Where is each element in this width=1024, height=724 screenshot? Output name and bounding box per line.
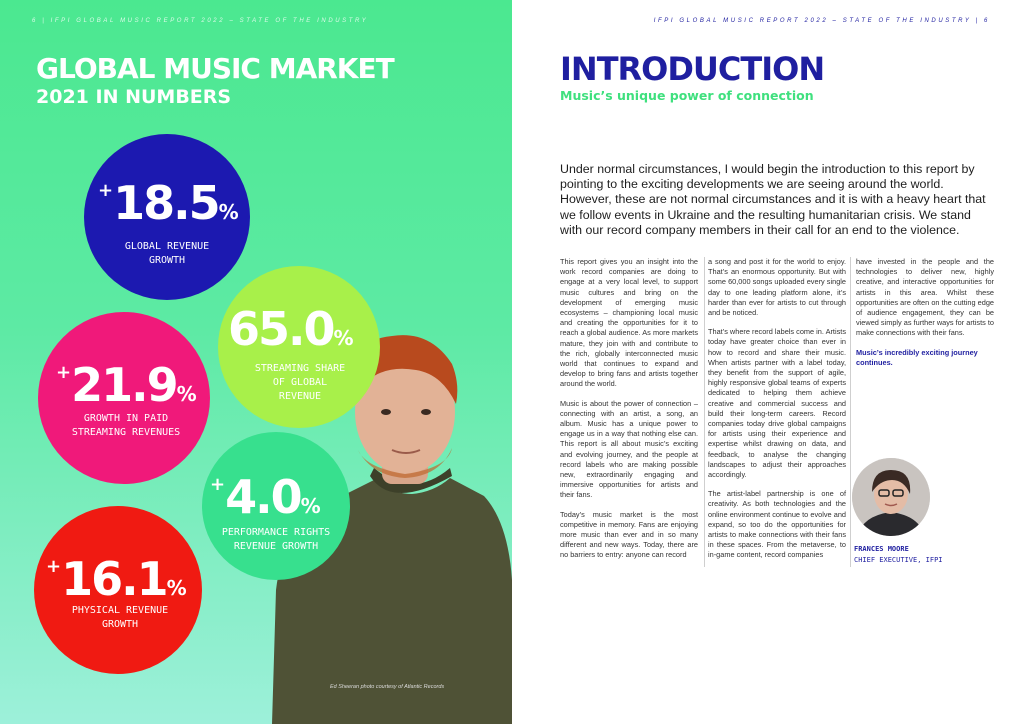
- signatory-name: FRANCES MOORE: [854, 545, 909, 553]
- paragraph: This report gives you an insight into the work record companies are doing to engage at a very local level, to support music cultures and bring on the development of emerging music ecosystems – championing local music and creating the opportunities for it to reach a global audience. As more markets mature, they join with and contribute to the rich, globally interconnected music world that continues to expand and develop to bring fans and artists together around the world.: [560, 257, 698, 389]
- body-column-3: [856, 257, 994, 377]
- page-title: GLOBAL MUSIC MARKET: [36, 52, 394, 85]
- running-head-left: 6 | IFPI GLOBAL MUSIC REPORT 2022 – STATE OF THE INDUSTRY: [32, 18, 369, 24]
- stat-value-performance-rights: +4.0%: [210, 470, 321, 524]
- stat-label-global-revenue: GLOBAL REVENUE GROWTH: [124, 241, 210, 266]
- lead-paragraph: Under normal circumstances, I would begin the introduction to this report by pointing to the exciting developments we are seeing around the world. However, these are not normal circumstances and it is with a heavy heart that we follow events in Ukraine and the resulting humanitarian crisis. We stand with our record company members in their call for an end to the violence.: [560, 162, 986, 237]
- paragraph: The artist-label partnership is one of creativity. As both technologies and the online environment continue to evolve and expand, so too do the opportunities for artists to make connections with their fans in these spaces. From the metaverse, to in-game content, record companies: [708, 489, 846, 560]
- photo-credit: Ed Sheeran photo courtesy of Atlantic Records: [330, 684, 445, 690]
- right-page: [512, 0, 1024, 724]
- paragraph: have invested in the people and the technologies to deliver new, highly creative, and interactive opportunities for artists in this area. Whilst these opportunities are often on the cutting edge of audience engagement, they can be viewed simply as further ways for artists to make connections with their fans.: [856, 257, 994, 338]
- closing-highlight: Music’s incredibly exciting journey continues.: [856, 347, 978, 367]
- paragraph: That’s where record labels come in. Artists today have greater choice than ever in how to record and share their music. When artists partner with a label today, they benefit from the support of agile, highly responsive global teams of experts dedicated to helping them achieve creative and commercial success and build their long-term careers. Record companies today drive global campaigns for artists using their experience and expertise whilst drawing on data, and feedback, to analyse the changing landscapes to adjust their approaches accordingly.: [708, 327, 846, 480]
- stat-label-performance-rights: PERFORMANCE RIGHTS REVENUE GROWTH: [221, 527, 331, 552]
- stat-label-paid-streaming: GROWTH IN PAID STREAMING REVENUES: [71, 413, 181, 438]
- stat-label-physical-revenue: PHYSICAL REVENUE GROWTH: [71, 605, 169, 630]
- introduction-subtitle: Music’s unique power of connection: [560, 88, 814, 103]
- stat-value-streaming-share: 65.0%: [228, 302, 354, 356]
- paragraph: Music is about the power of connection – connecting with an artist, a song, an album. Music has a unique power to engage us in a way that nothing else can. This report is all about music’s exciting and evolving journey, and the people at record labels who are making possible new, extraordinarily engaging and immersive opportunities for artists and their fans.: [560, 398, 698, 500]
- body-column-2: [708, 257, 846, 570]
- stat-value-global-revenue: +18.5%: [98, 176, 239, 230]
- paragraph: Today’s music market is the most competitive in memory. Fans are enjoying more music than ever and in so many different and new ways. Today, there are no barriers to entry: anyone can record: [560, 509, 698, 560]
- page-subtitle: 2021 IN NUMBERS: [36, 86, 232, 108]
- stat-value-paid-streaming: +21.9%: [56, 358, 197, 412]
- column-divider: [850, 257, 851, 567]
- running-head-right: IFPI GLOBAL MUSIC REPORT 2022 – STATE OF THE INDUSTRY | 6: [653, 18, 990, 24]
- paragraph: a song and post it for the world to enjoy. That’s an enormous opportunity. But with some 60,000 songs uploaded every single day to one leading platform alone, it’s harder than ever for artists to cut through and be noticed.: [708, 257, 846, 318]
- stat-label-streaming-share: STREAMING SHARE OF GLOBAL REVENUE: [254, 363, 346, 402]
- signatory-title: CHIEF EXECUTIVE, IFPI: [854, 556, 943, 564]
- column-divider: [704, 257, 705, 567]
- stat-value-physical-revenue: +16.1%: [46, 552, 187, 606]
- signatory-photo: [852, 458, 930, 536]
- introduction-title: INTRODUCTION: [560, 50, 825, 88]
- body-column-1: [560, 257, 698, 570]
